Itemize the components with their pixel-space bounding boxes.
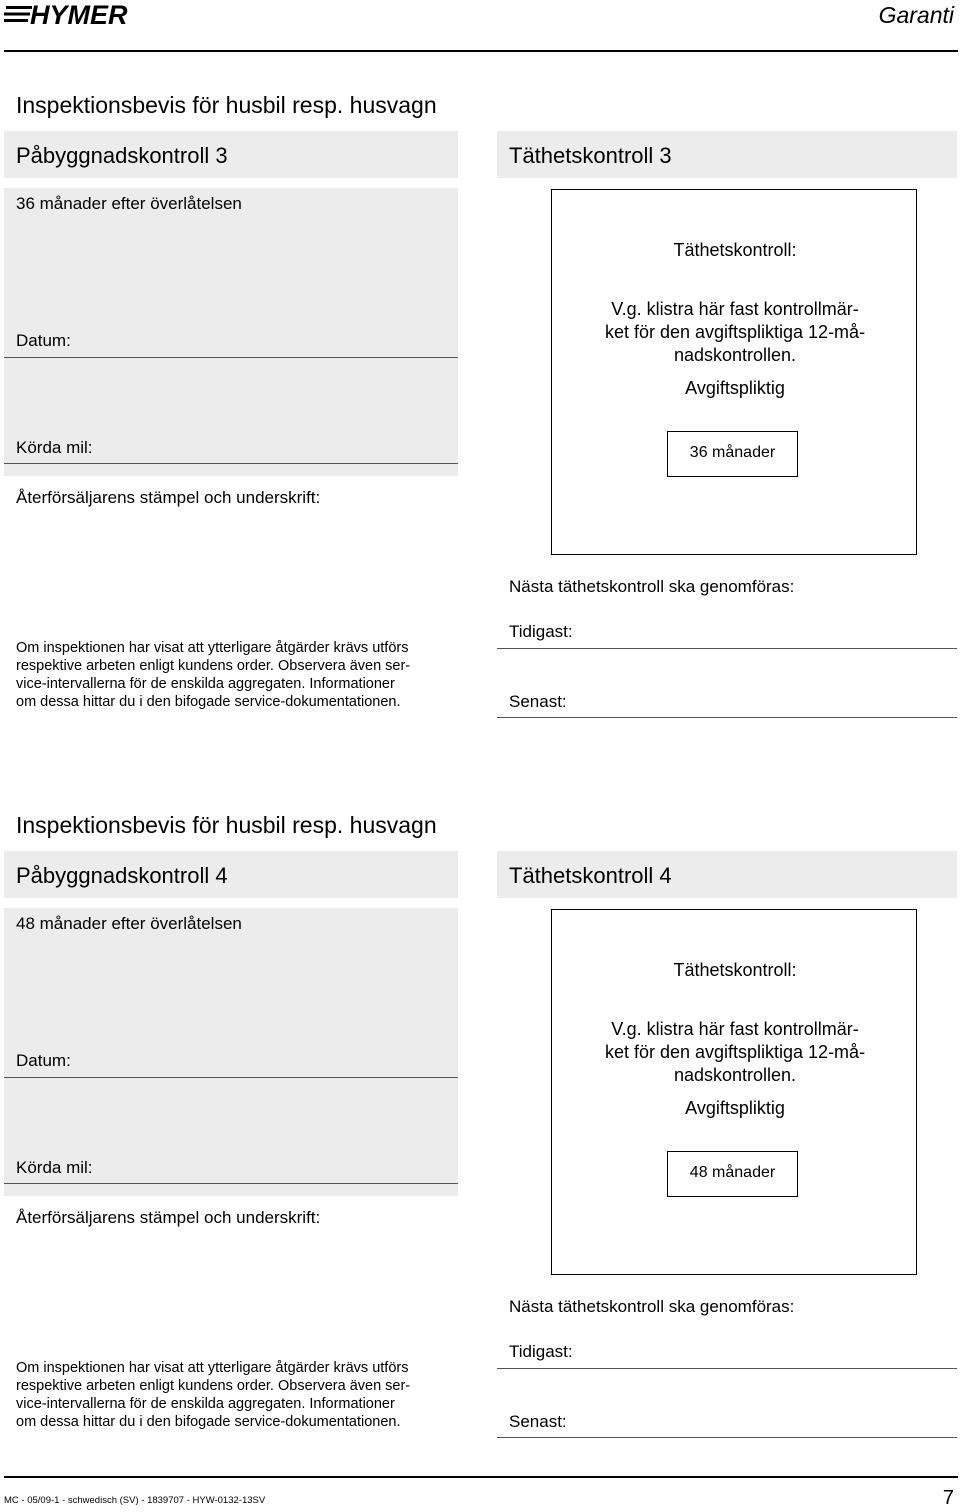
dealer-stamp-label: Återförsäljarens stämpel och underskrift: <box>16 488 321 507</box>
document-code: MC - 05/09-1 - schwedisch (SV) - 1839707 - HYW-0132-13SV <box>4 1495 266 1506</box>
note-line: om dessa hittar du i den bifogade service-dokumentationen. <box>16 694 401 710</box>
inspection-note <box>16 639 466 711</box>
sticker-instruction-3: nadskontrollen. <box>673 1065 797 1085</box>
note-line: vice-intervallerna för de enskilda aggregaten. Informationer <box>16 1396 395 1412</box>
sticker-instruction-1: V.g. klistra här fast kontrollmär- <box>611 1019 859 1039</box>
fee-required-label: Avgiftspliktig <box>685 378 785 398</box>
date-label: Datum: <box>16 1051 71 1070</box>
earliest-field-line[interactable] <box>497 1368 957 1369</box>
months-sticker-slot: 36 månader <box>667 431 798 477</box>
page-number: 7 <box>942 1487 954 1509</box>
certificate-title: Inspektionsbevis för husbil resp. husvagn <box>16 92 437 118</box>
date-field-line[interactable] <box>4 1077 458 1078</box>
section-title: Garanti <box>878 2 954 28</box>
note-line: om dessa hittar du i den bifogade service-dokumentationen. <box>16 1414 401 1430</box>
note-line: respektive arbeten enligt kundens order. Observera även ser- <box>16 658 411 674</box>
footer-divider <box>4 1476 958 1478</box>
inspection-note <box>16 1359 466 1431</box>
months-sticker-slot: 48 månader <box>667 1151 798 1197</box>
sticker-instruction-3: nadskontrollen. <box>673 345 797 365</box>
tightness-control-heading: Täthetskontroll 4 <box>509 863 672 888</box>
inspection-fields-panel <box>4 908 458 1196</box>
note-line: Om inspektionen har visat att ytterligare åtgärder krävs utförs <box>16 1360 409 1376</box>
header-divider <box>4 50 958 52</box>
months-after-transfer: 48 månader efter överlåtelsen <box>16 914 242 933</box>
certificate-title: Inspektionsbevis för husbil resp. husvagn <box>16 812 437 838</box>
months-after-transfer: 36 månader efter överlåtelsen <box>16 194 242 213</box>
note-line: Om inspektionen har visat att ytterligare åtgärder krävs utförs <box>16 640 409 656</box>
next-check-label: Nästa täthetskontroll ska genomföras: <box>509 1297 795 1316</box>
tightness-control-bar <box>497 851 957 898</box>
sticker-box-title: Täthetskontroll: <box>673 960 797 980</box>
date-label: Datum: <box>16 331 71 350</box>
sticker-instruction-2: ket för den avgiftspliktiga 12-må- <box>604 1042 866 1062</box>
body-control-bar <box>4 851 458 898</box>
earliest-field-line[interactable] <box>497 648 957 649</box>
mileage-field-line[interactable] <box>4 1183 458 1184</box>
dealer-stamp-label: Återförsäljarens stämpel och underskrift: <box>16 1208 321 1227</box>
sticker-instruction-1: V.g. klistra här fast kontrollmär- <box>611 299 859 319</box>
brand-text: HYMER <box>30 0 128 30</box>
earliest-label: Tidigast: <box>509 622 573 641</box>
date-field-line[interactable] <box>4 357 458 358</box>
latest-label: Senast: <box>509 692 567 711</box>
sticker-box-title: Täthetskontroll: <box>673 240 797 260</box>
body-control-heading: Påbyggnadskontroll 3 <box>16 143 228 168</box>
body-control-heading: Påbyggnadskontroll 4 <box>16 863 228 888</box>
inspection-fields-panel <box>4 188 458 476</box>
mileage-label: Körda mil: <box>16 438 93 457</box>
mileage-field-line[interactable] <box>4 463 458 464</box>
sticker-instruction-2: ket för den avgiftspliktiga 12-må- <box>604 322 866 342</box>
note-line: vice-intervallerna för de enskilda aggregaten. Informationer <box>16 676 395 692</box>
note-line: respektive arbeten enligt kundens order. Observera även ser- <box>16 1378 411 1394</box>
tightness-control-bar <box>497 131 957 178</box>
latest-label: Senast: <box>509 1412 567 1431</box>
latest-field-line[interactable] <box>497 1437 957 1438</box>
tightness-control-heading: Täthetskontroll 3 <box>509 143 672 168</box>
hymer-logo <box>4 0 174 30</box>
fee-required-label: Avgiftspliktig <box>685 1098 785 1118</box>
next-check-label: Nästa täthetskontroll ska genomföras: <box>509 577 795 596</box>
body-control-bar <box>4 131 458 178</box>
earliest-label: Tidigast: <box>509 1342 573 1361</box>
latest-field-line[interactable] <box>497 717 957 718</box>
mileage-label: Körda mil: <box>16 1158 93 1177</box>
